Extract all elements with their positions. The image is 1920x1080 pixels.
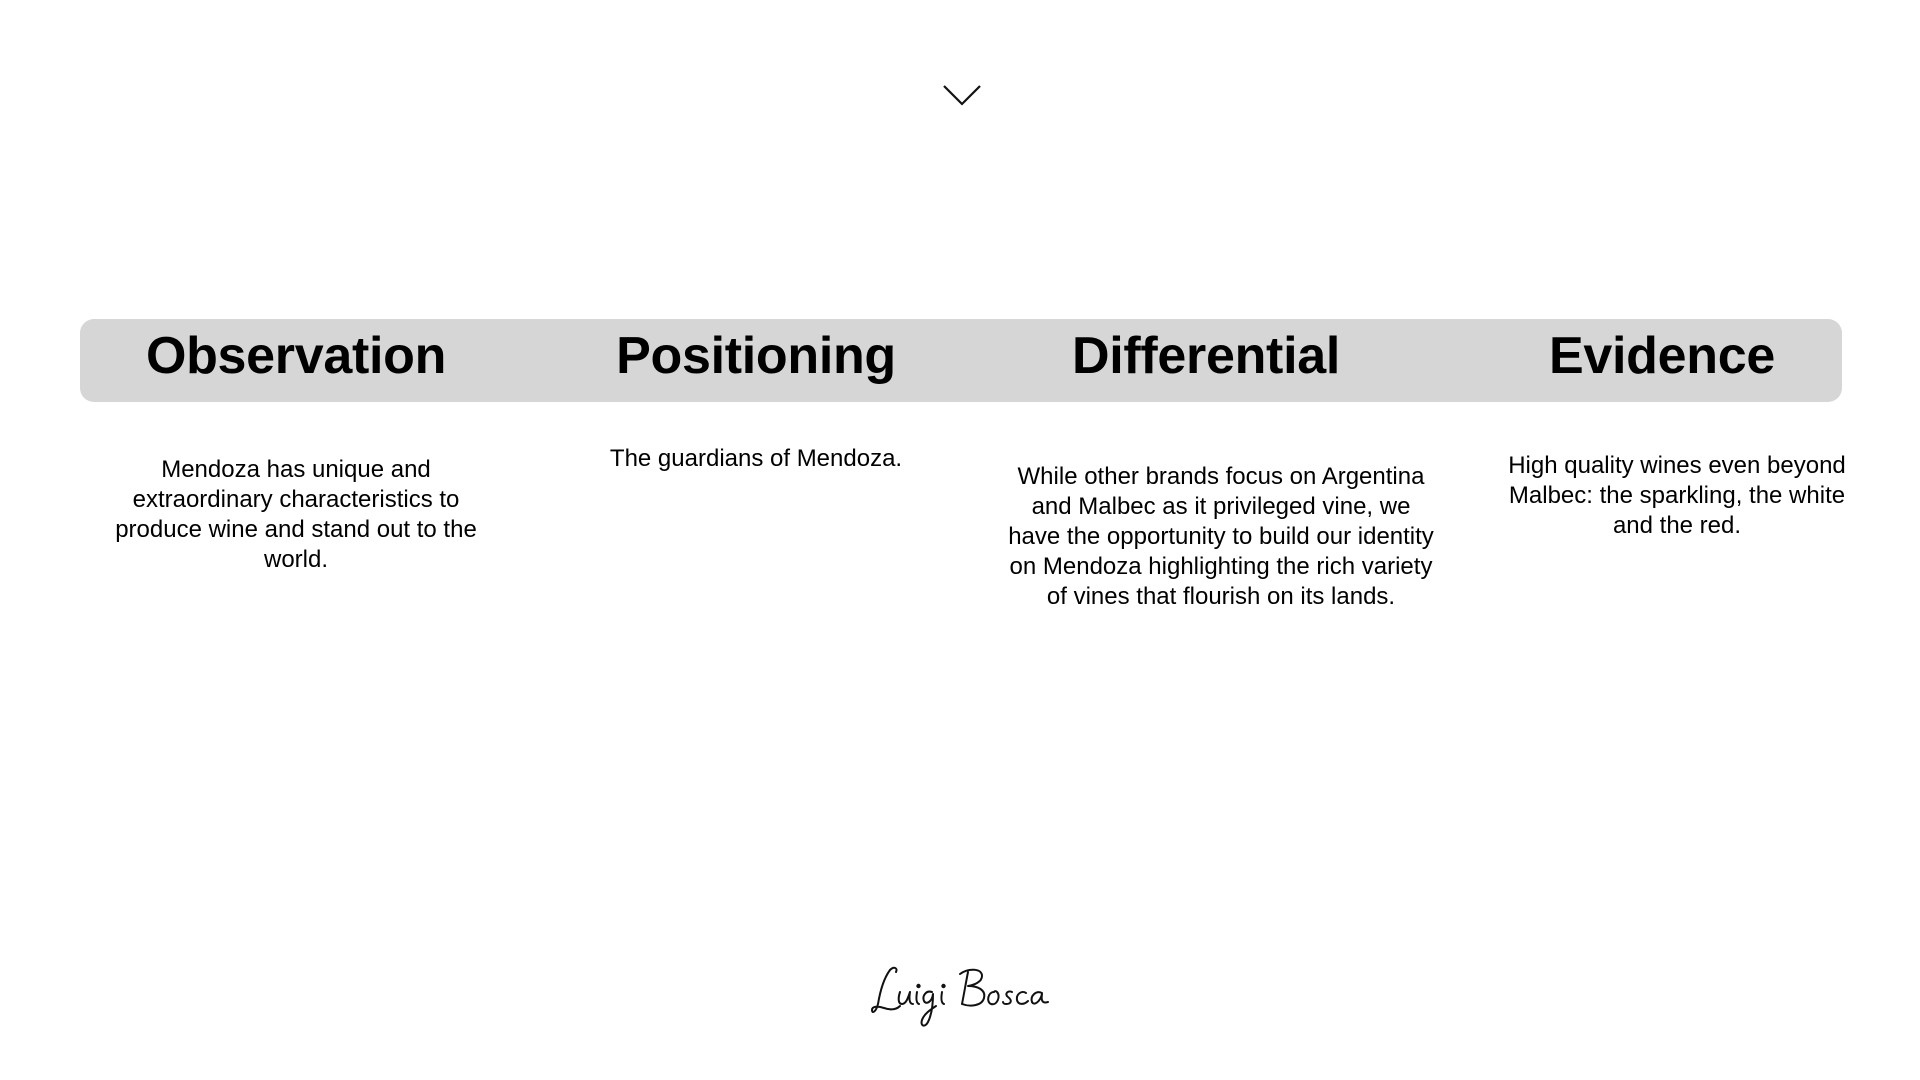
chevron-down-icon[interactable] [942,82,982,110]
column-title-evidence: Evidence [1549,327,1775,385]
column-body-differential: While other brands focus on Argentina and Malbec as it privileged vine, we have the opportunity to build our identity on Mendoza highlighting the rich variety of vines that flourish on its lands. [1008,463,1434,610]
column-body-evidence: High quality wines even beyond Malbec: the sparkling, the white and the red. [1508,452,1846,539]
column-title-observation: Observation [145,327,447,385]
luigi-bosca-logo [870,958,1052,1030]
column-title-differential: Differential [1071,327,1340,385]
column-body-observation: Mendoza has unique and extraordinary characteristics to produce wine and stand out to the world. [115,456,477,573]
column-body-positioning: The guardians of Mendoza. [609,445,903,472]
column-title-positioning: Positioning [616,327,896,385]
